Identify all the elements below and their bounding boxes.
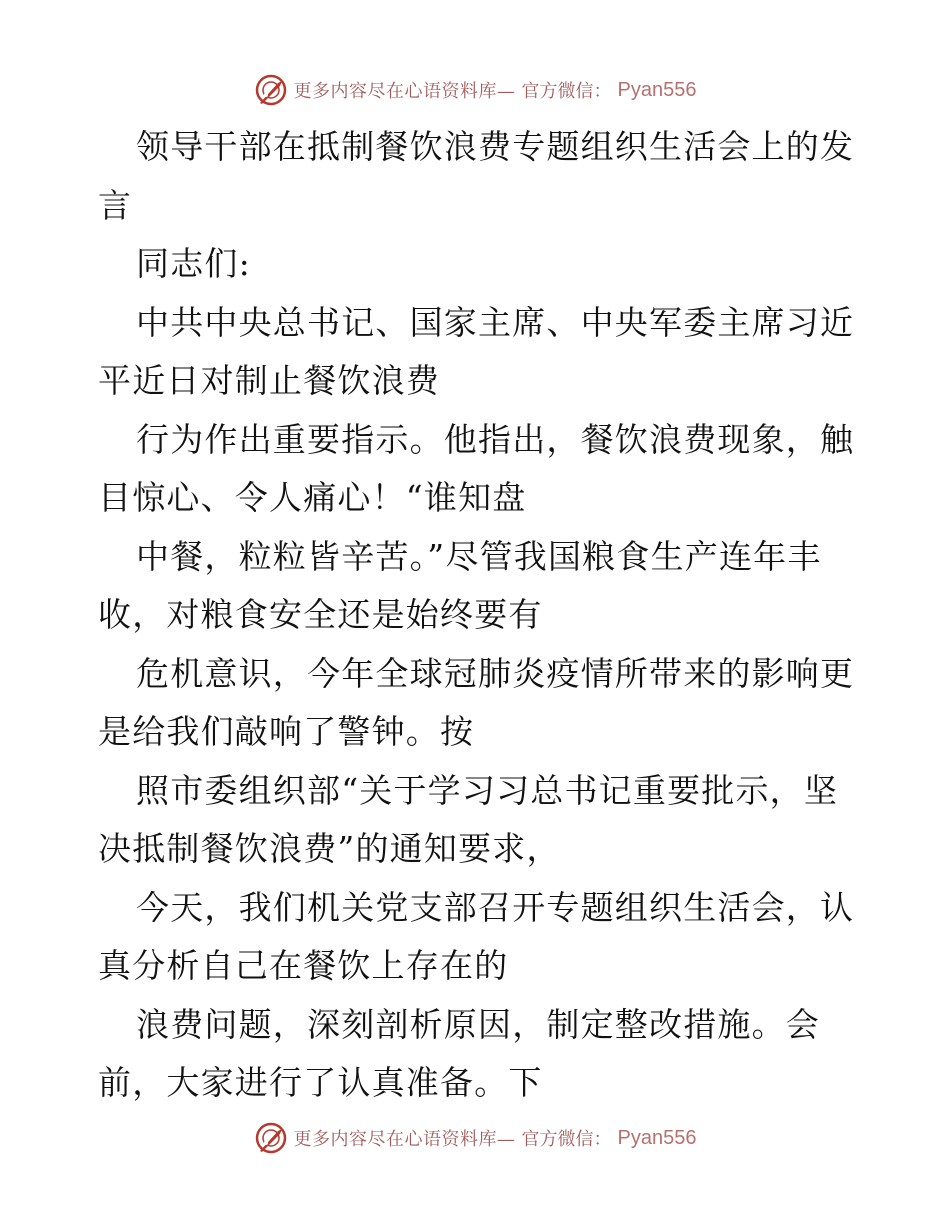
banner-wechat-label: 官方微信： bbox=[521, 81, 612, 102]
footer-banner bbox=[0, 1118, 950, 1158]
paragraph-line: 平近日对制止餐饮浪费 bbox=[98, 361, 440, 400]
paragraph-line: 危机意识，今年全球冠肺炎疫情所带来的影响更 bbox=[136, 653, 855, 693]
banner-wechat-id: Pyan556 bbox=[617, 1126, 697, 1149]
pen-logo-icon bbox=[254, 1121, 288, 1155]
paragraph-line: 目惊心、令人痛心！“谁知盘 bbox=[98, 478, 527, 517]
paragraph-line: 前，大家进行了认真准备。下 bbox=[98, 1063, 543, 1102]
paragraph-line: 中餐，粒粒皆辛苦。”尽管我国粮食生产连年丰 bbox=[136, 536, 822, 576]
document-body bbox=[98, 118, 858, 1113]
paragraph-line: 照市委组织部“关于学习习总书记重要批示，坚 bbox=[136, 770, 839, 810]
salutation: 同志们: bbox=[136, 244, 251, 283]
pen-logo-icon bbox=[254, 73, 288, 107]
banner-wechat-id: Pyan556 bbox=[617, 78, 697, 101]
title-line-continued: 言 bbox=[98, 185, 133, 225]
paragraph-line: 收，对粮食安全还是始终要有 bbox=[98, 595, 543, 634]
header-banner bbox=[0, 70, 950, 110]
banner-wechat-label: 官方微信： bbox=[521, 1129, 612, 1150]
banner-slogan: 更多内容尽在心语资料库— bbox=[293, 81, 516, 102]
paragraph-line: 浪费问题，深刻剖析原因，制定整改措施。会 bbox=[136, 1004, 820, 1044]
paragraph-line: 今天，我们机关党支部召开专题组织生活会，认 bbox=[136, 887, 855, 927]
paragraph-line: 行为作出重要指示。他指出，餐饮浪费现象，触 bbox=[136, 419, 855, 459]
paragraph-line: 中共中央总书记、国家主席、中央军委主席习近 bbox=[136, 302, 855, 342]
paragraph-line: 是给我们敲响了警钟。按 bbox=[98, 712, 475, 751]
paragraph-line: 决抵制餐饮浪费”的通知要求， bbox=[98, 829, 561, 868]
banner-slogan: 更多内容尽在心语资料库— bbox=[293, 1129, 516, 1150]
title-line: 领导干部在抵制餐饮浪费专题组织生活会上的发 bbox=[136, 127, 855, 166]
paragraph-line: 真分析自己在餐饮上存在的 bbox=[98, 946, 509, 985]
